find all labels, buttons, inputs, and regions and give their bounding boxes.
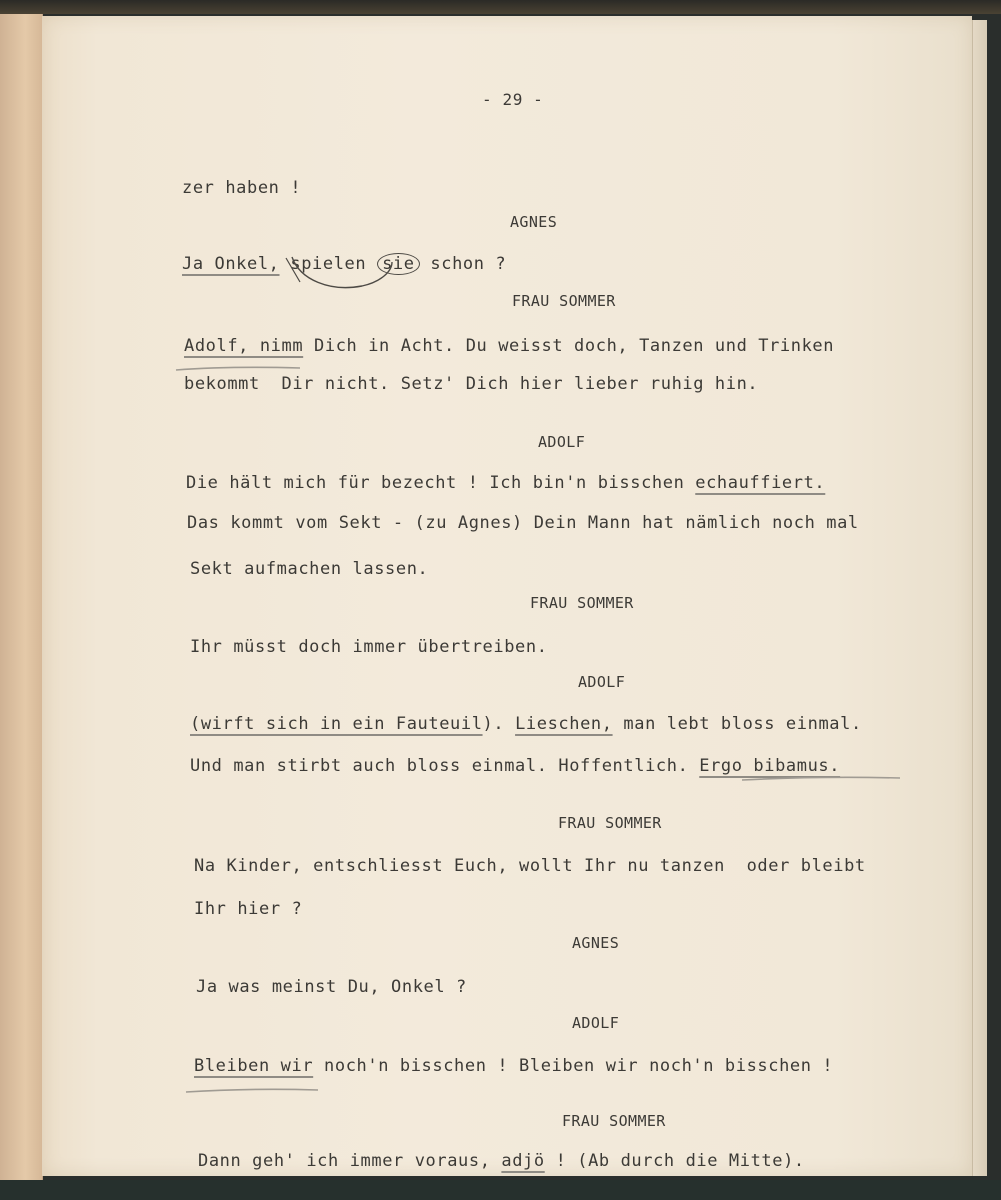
- text-line: Ihr hier ?: [194, 899, 303, 919]
- text-line: Ihr müsst doch immer übertreiben.: [190, 637, 548, 657]
- page-number: - 29 -: [482, 90, 544, 109]
- text-line: [194, 1056, 833, 1076]
- text-span: spielen: [290, 254, 367, 274]
- circled-word: sie: [377, 253, 420, 275]
- text-line: Das kommt vom Sekt - (zu Agnes) Dein Mann hat nämlich noch mal: [187, 513, 859, 533]
- underlined-text: Lieschen,: [515, 714, 613, 734]
- underlined-text: Bleiben wir: [194, 1056, 314, 1076]
- speaker-label: FRAU SOMMER: [558, 814, 662, 832]
- text-line: bekommt Dir nicht. Setz' Dich hier lieber ruhig hin.: [184, 374, 759, 394]
- speaker-label: ADOLF: [538, 433, 586, 451]
- speaker-label: AGNES: [572, 934, 620, 952]
- underlined-text: (wirft sich in ein Fauteuil: [190, 714, 483, 734]
- text-line: [190, 714, 862, 734]
- text-line: [186, 473, 825, 493]
- text-span: Die hält mich für bezecht ! Ich bin'n bisschen: [186, 473, 696, 493]
- text-line: Ja was meinst Du, Onkel ?: [196, 977, 467, 997]
- text-span: Dann geh' ich immer voraus,: [198, 1151, 502, 1171]
- book-bottom-edge: [0, 1180, 1001, 1200]
- text-span: Und man stirbt auch bloss einmal. Hoffentlich.: [190, 756, 700, 776]
- underlined-text: echauffiert.: [695, 473, 826, 493]
- text-span: ).: [482, 714, 516, 734]
- text-span: ! (Ab durch die Mitte).: [544, 1151, 805, 1171]
- speaker-label: ADOLF: [578, 673, 626, 691]
- speaker-label: FRAU SOMMER: [562, 1112, 666, 1130]
- underlined-text: adjö: [501, 1151, 545, 1171]
- underlined-text: Ergo bibamus.: [699, 756, 841, 776]
- text-span: Dich in Acht. Du weisst doch, Tanzen und Trinken: [303, 336, 835, 356]
- underlined-text: Adolf, nimm: [184, 336, 304, 356]
- speaker-label: FRAU SOMMER: [530, 594, 634, 612]
- speaker-label: AGNES: [510, 213, 558, 231]
- text-line: [184, 336, 834, 356]
- text-span: noch'n bisschen ! Bleiben wir noch'n bisschen !: [313, 1056, 834, 1076]
- text-line: [182, 254, 506, 274]
- text-line: [198, 1151, 805, 1171]
- text-line: Sekt aufmachen lassen.: [190, 559, 429, 579]
- text-line: Na Kinder, entschliesst Euch, wollt Ihr nu tanzen oder bleibt: [194, 856, 866, 876]
- text-line: zer haben !: [182, 178, 302, 198]
- book-spine: [0, 14, 43, 1182]
- book-top-edge: [0, 0, 1001, 14]
- underlined-text: Ja Onkel,: [182, 254, 280, 274]
- speaker-label: FRAU SOMMER: [512, 292, 616, 310]
- speaker-label: ADOLF: [572, 1014, 620, 1032]
- text-span: schon ?: [430, 254, 507, 274]
- text-span: man lebt bloss einmal.: [612, 714, 862, 734]
- page-edge: [972, 20, 987, 1176]
- text-line: [190, 756, 840, 776]
